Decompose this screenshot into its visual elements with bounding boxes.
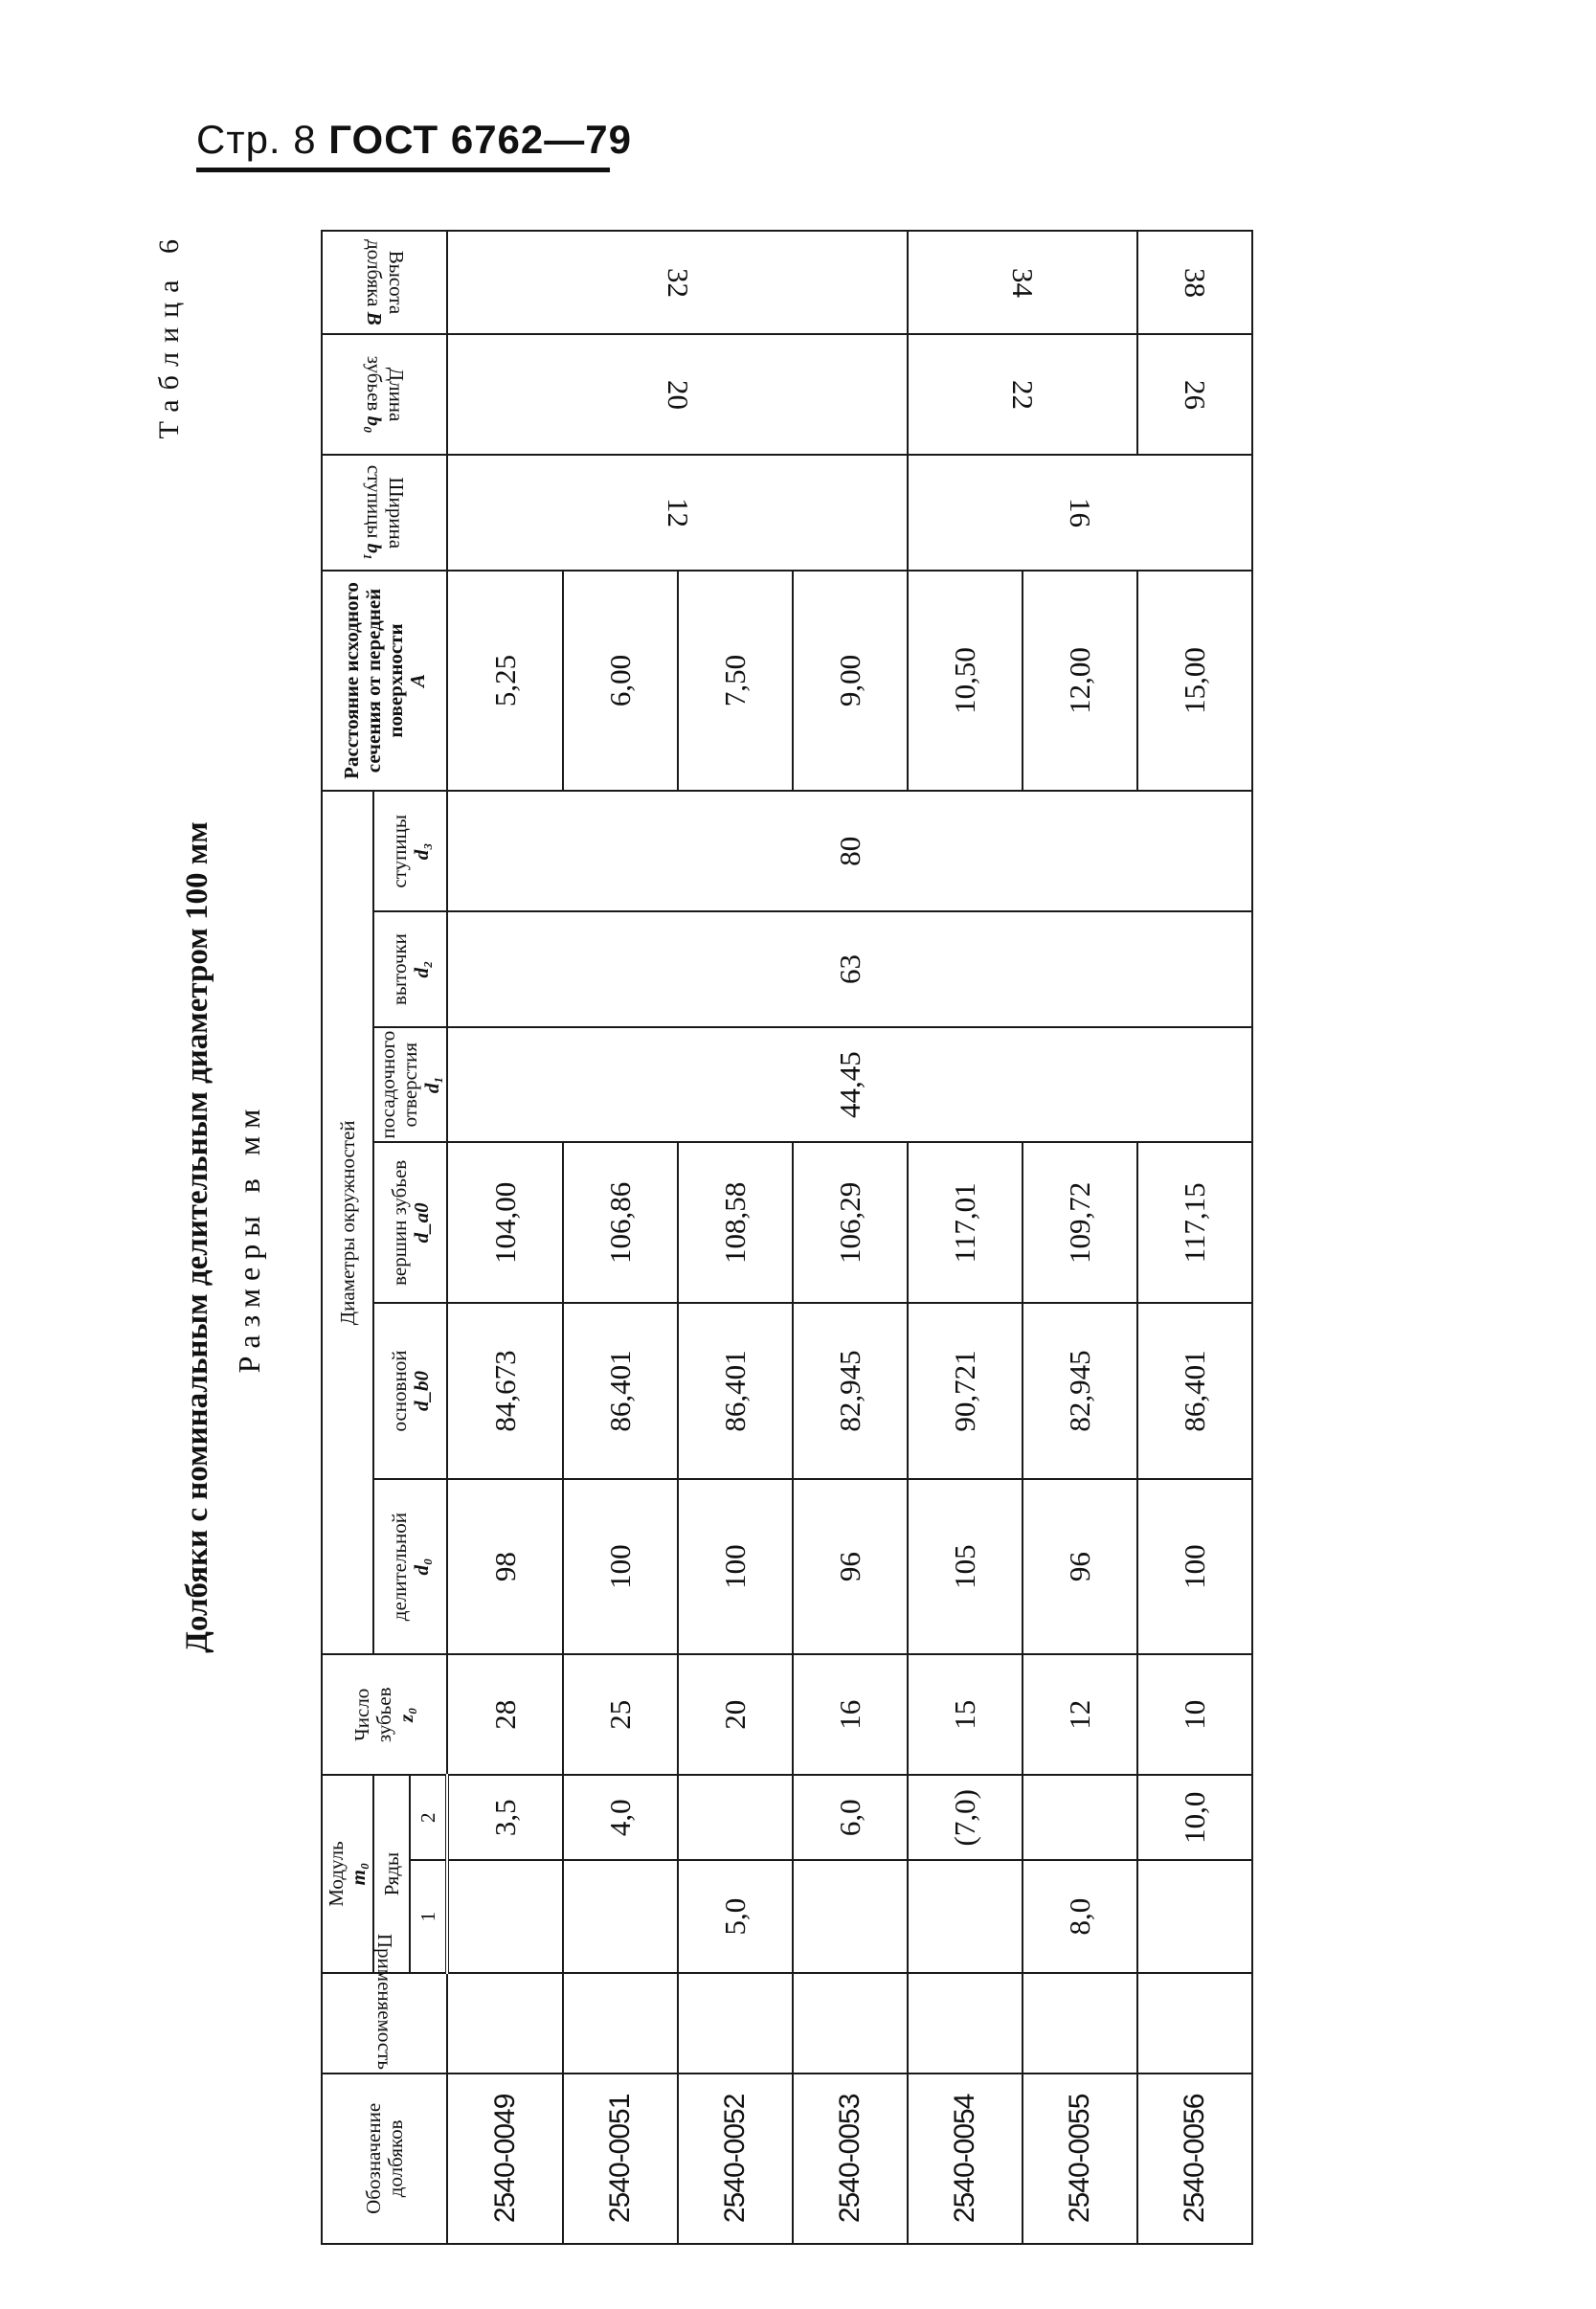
cell-hub: 80: [447, 791, 1252, 911]
module-label: Модуль: [325, 1841, 348, 1907]
cell-code: 2540-0052: [678, 2074, 793, 2244]
teeth-label: Число зубьев: [350, 1687, 396, 1743]
cell-base: 86,401: [1137, 1303, 1252, 1479]
col-base: [373, 1303, 447, 1479]
cell-module-row1: [563, 1860, 678, 1972]
col-row1: 1: [410, 1860, 447, 1972]
teeth-symbol: z₀: [394, 1707, 418, 1723]
cell-recess: 63: [447, 911, 1252, 1027]
col-tooth-length: [322, 334, 447, 455]
pitch-symbol: d₀: [409, 1558, 433, 1576]
cell-base: 82,945: [793, 1303, 908, 1479]
cell-distance: 5,25: [447, 571, 563, 792]
table-row: [447, 231, 563, 2244]
cell-module-row2: (7,0): [908, 1775, 1023, 1860]
cell-base: 90,721: [908, 1303, 1023, 1479]
cell-base: 86,401: [678, 1303, 793, 1479]
col-hub: [373, 791, 447, 911]
col-hub-width: [322, 455, 447, 571]
cell-module-row2: [1023, 1775, 1137, 1860]
recess-label: выточки: [387, 933, 411, 1005]
col-teeth: [322, 1654, 447, 1775]
height-wrap: [363, 235, 407, 330]
tooth-length-wrap: [363, 338, 407, 451]
cell-distance: 7,50: [678, 571, 793, 792]
cell-code: 2540-0051: [563, 2074, 678, 2244]
cell-code: 2540-0053: [793, 2074, 908, 2244]
tooth-length-value: 20: [661, 379, 695, 410]
cell-pitch: 100: [1137, 1479, 1252, 1655]
bore-label: посадочного отверстия: [376, 1030, 422, 1139]
cell-height: [447, 231, 908, 334]
cell-applicability: [563, 1973, 678, 2074]
col-recess: [373, 911, 447, 1027]
cell-pitch: 96: [793, 1479, 908, 1655]
cell-module-row1: [793, 1860, 908, 1972]
cell-distance: 6,00: [563, 571, 678, 792]
cell-tip: 104,00: [447, 1142, 563, 1303]
cell-code: 2540-0054: [908, 2074, 1023, 2244]
cell-applicability: [447, 1973, 563, 2074]
cell-applicability: [1137, 1973, 1252, 2074]
cell-applicability: [678, 1973, 793, 2074]
cell-tip: 109,72: [1023, 1142, 1137, 1303]
hub-width-wrap: [363, 459, 407, 567]
base-symbol: d_b0: [409, 1371, 433, 1412]
recess-symbol: d₂: [409, 960, 433, 978]
height-value: 34: [1006, 267, 1041, 298]
height-label: Высота долбяка: [362, 239, 408, 315]
spec-table: [321, 230, 1253, 2245]
height-value: 38: [1179, 267, 1213, 298]
cell-tip: 106,29: [793, 1142, 908, 1303]
cell-tip: 106,86: [563, 1142, 678, 1303]
tooth-length-symbol: b₀: [362, 415, 386, 434]
cell-pitch: 98: [447, 1479, 563, 1655]
cell-bore: 44,45: [447, 1027, 1252, 1143]
cell-pitch: 100: [563, 1479, 678, 1655]
applicability-label: Применяемость: [373, 1933, 397, 2070]
cell-distance: 10,50: [908, 571, 1023, 792]
cell-teeth: 25: [563, 1654, 678, 1775]
distance-label: Расстояние исходного сечения от передней поверхности: [339, 582, 407, 779]
cell-module-row2: 4,0: [563, 1775, 678, 1860]
cell-code: 2540-0055: [1023, 2074, 1137, 2244]
rotated-table-block: [153, 230, 1388, 2245]
cell-teeth: 16: [793, 1654, 908, 1775]
cell-module-row2: 3,5: [447, 1775, 563, 1860]
table-units: Размеры в мм: [232, 1101, 266, 1374]
page-header: [196, 117, 632, 163]
col-pitch: [373, 1479, 447, 1655]
hub-symbol: d₃: [409, 842, 433, 861]
bore-symbol: d₁: [420, 1076, 444, 1094]
cell-pitch: 100: [678, 1479, 793, 1655]
cell-teeth: 20: [678, 1654, 793, 1775]
tip-symbol: d_a0: [409, 1202, 433, 1244]
cell-teeth: 12: [1023, 1654, 1137, 1775]
cell-tip: 117,01: [908, 1142, 1023, 1303]
cell-pitch: 105: [908, 1479, 1023, 1655]
hub-width-label: Ширина ступицы: [362, 464, 408, 549]
cell-code: 2540-0056: [1137, 2074, 1252, 2244]
hub-label: ступицы: [387, 815, 411, 888]
tooth-length-value: 26: [1179, 379, 1213, 410]
cell-distance: 12,00: [1023, 571, 1137, 792]
base-label: основной: [387, 1350, 411, 1432]
tooth-length-label: Длина зубьев: [362, 355, 408, 422]
col-designation: Обозначение долбяков: [322, 2074, 447, 2244]
cell-applicability: [908, 1973, 1023, 2074]
module-symbol: m₀: [347, 1862, 371, 1886]
cell-module-row2: 6,0: [793, 1775, 908, 1860]
height-symbol: B: [362, 311, 386, 325]
cell-distance: 9,00: [793, 571, 908, 792]
tip-label: вершин зубьев: [387, 1159, 411, 1286]
cell-height: [1137, 231, 1252, 334]
table-row: [908, 231, 1023, 2244]
cell-tooth-length: [447, 334, 908, 455]
table-titles: [153, 230, 278, 2245]
cell-hub-width: [908, 455, 1252, 571]
cell-tip: 117,15: [1137, 1142, 1252, 1303]
col-bore: [373, 1027, 447, 1143]
cell-teeth: 15: [908, 1654, 1023, 1775]
height-value: 32: [661, 267, 695, 298]
cell-tooth-length: [1137, 334, 1252, 455]
cell-module-row1: [447, 1860, 563, 1972]
cell-module-row1: 8,0: [1023, 1860, 1137, 1972]
cell-base: 82,945: [1023, 1303, 1137, 1479]
cell-module-row1: 5,0: [678, 1860, 793, 1972]
col-tip: [373, 1142, 447, 1303]
col-height: [322, 231, 447, 334]
col-rows: Ряды: [373, 1775, 410, 1973]
cell-module-row2: 10,0: [1137, 1775, 1252, 1860]
col-diameters: Диаметры окружностей: [322, 791, 373, 1654]
cell-module-row2: [678, 1775, 793, 1860]
col-module: [322, 1775, 373, 1973]
page-number: Стр. 8: [196, 117, 317, 162]
cell-hub-width: [447, 455, 908, 571]
cell-teeth: 10: [1137, 1654, 1252, 1775]
hub-width-symbol: b₁: [362, 543, 386, 561]
cell-tip: 108,58: [678, 1142, 793, 1303]
table-caption: Долбяки с номинальным делительным диаметром 100 мм: [180, 821, 214, 1653]
distance-symbol: A: [405, 673, 429, 687]
hub-width-value: 16: [1064, 497, 1098, 527]
cell-tooth-length: [908, 334, 1137, 455]
hub-width-value: 12: [661, 497, 695, 527]
cell-distance: 15,00: [1137, 571, 1252, 792]
col-applicability: [322, 1933, 447, 2074]
col-row2: 2: [410, 1775, 447, 1860]
col-distance: [322, 571, 447, 792]
cell-height: [908, 231, 1137, 334]
cell-teeth: 28: [447, 1654, 563, 1775]
standard-number: ГОСТ 6762—79: [328, 117, 632, 162]
header-rule: [196, 168, 610, 172]
table-label: Таблица 6: [153, 230, 185, 439]
cell-module-row1: [908, 1860, 1023, 1972]
cell-base: 86,401: [563, 1303, 678, 1479]
tooth-length-value: 22: [1006, 379, 1041, 410]
cell-base: 84,673: [447, 1303, 563, 1479]
cell-applicability: [793, 1973, 908, 2074]
cell-applicability: [1023, 1973, 1137, 2074]
pitch-label: делительной: [387, 1512, 411, 1622]
cell-module-row1: [1137, 1860, 1252, 1972]
cell-pitch: 96: [1023, 1479, 1137, 1655]
cell-code: 2540-0049: [447, 2074, 563, 2244]
